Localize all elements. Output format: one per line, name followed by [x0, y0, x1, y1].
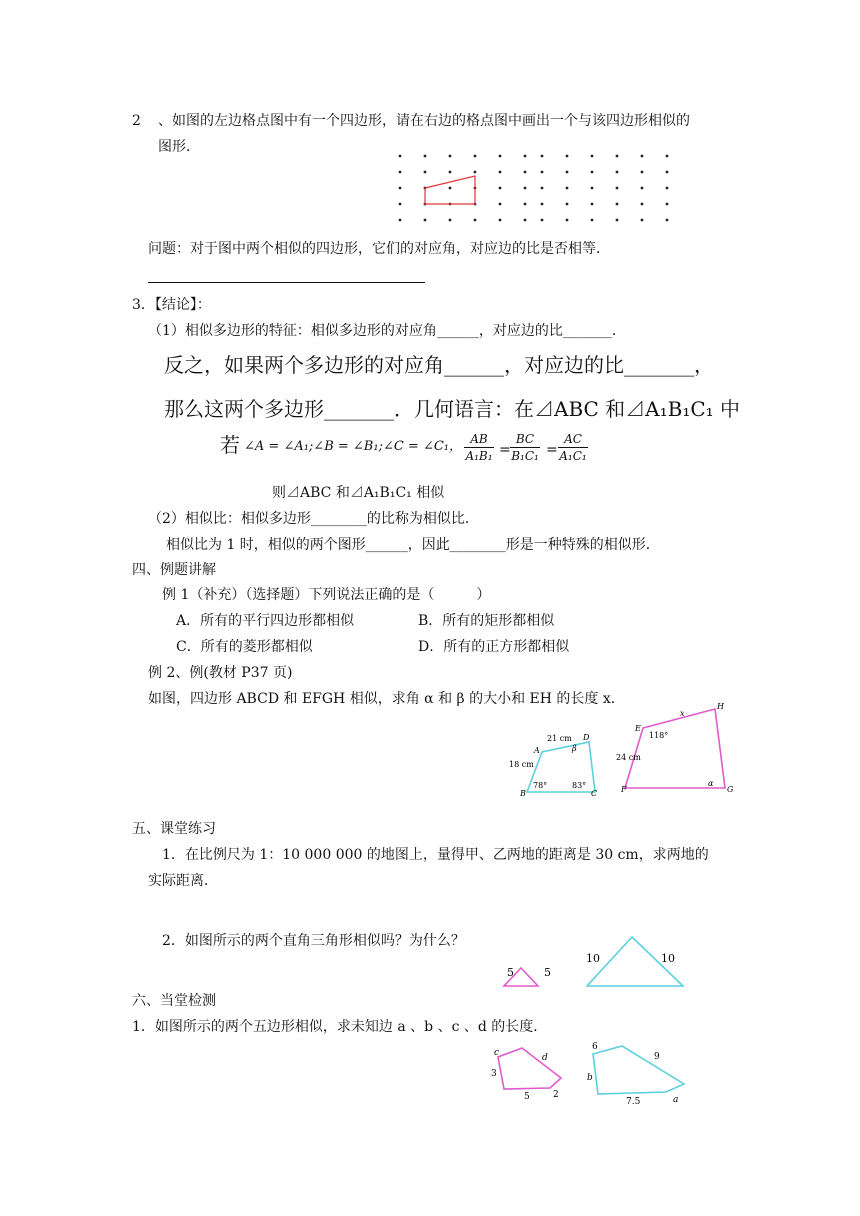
grid-dot — [591, 155, 594, 158]
grid-dot — [641, 187, 644, 190]
grid-dot — [591, 171, 594, 174]
grid-dot — [591, 187, 594, 190]
grid-dot — [641, 155, 644, 158]
equals-1: = — [499, 442, 511, 458]
grid-dot — [666, 203, 669, 206]
practice-heading: 五、课堂练习 — [132, 821, 216, 837]
pent-c: c — [494, 1048, 500, 1058]
grid-dot — [449, 219, 452, 222]
option-a: A．所有的平行四边形都相似 — [176, 613, 355, 629]
grid-dot — [524, 187, 527, 190]
grid-dot — [399, 171, 402, 174]
pent-a: a — [673, 1095, 679, 1105]
small-side-right: 5 — [544, 966, 551, 979]
example2: 例 2、例(教材 P37 页) — [148, 665, 293, 681]
grid-dot — [524, 203, 527, 206]
grid-dot — [666, 171, 669, 174]
grid-dot — [474, 155, 477, 158]
grid-dot — [524, 219, 527, 222]
label-c: C — [591, 789, 598, 798]
similar-triangles-figure — [500, 930, 700, 990]
angle-c: 83° — [572, 781, 587, 790]
grid-dot — [616, 203, 619, 206]
test-heading: 六、当堂检测 — [132, 993, 216, 1009]
conclusion-p6: （2）相似比：相似多边形________的比称为相似比． — [148, 511, 479, 527]
pent-3: 3 — [491, 1069, 497, 1079]
conclusion-p5: 则⊿ABC 和⊿A₁B₁C₁ 相似 — [272, 485, 445, 501]
pent-b: b — [587, 1073, 593, 1083]
grid-dot — [666, 187, 669, 190]
fraction-ac-num: AC — [564, 432, 582, 446]
grid-dot — [474, 171, 477, 174]
grid-dot — [541, 155, 544, 158]
len-ab: 18 cm — [509, 760, 534, 769]
grid-dot — [499, 203, 502, 206]
small-side-left: 5 — [507, 966, 514, 979]
option-d: D．所有的正方形都相似 — [418, 639, 570, 655]
grid-dot — [424, 171, 427, 174]
q2-line1: 、如图的左边格点图中有一个四边形，请在右边的格点图中画出一个与该四边形相似的 — [158, 113, 690, 129]
grid-dot — [541, 203, 544, 206]
fraction-ab-num: AB — [470, 432, 488, 446]
grid-dot — [616, 187, 619, 190]
grid-dot — [641, 219, 644, 222]
conclusion-p1: （1）相似多边形的特征：相似多边形的对应角______，对应边的比_______． — [148, 323, 626, 339]
grid-dot — [499, 219, 502, 222]
large-pentagon — [593, 1046, 684, 1094]
practice-p1a: 1．在比例尺为 1：10 000 000 的地图上，量得甲、乙两地的距离是 30 cm，求两地的 — [162, 847, 709, 863]
practice-p1b: 实际距离． — [148, 873, 218, 889]
label-a: A — [534, 746, 540, 755]
grid-dot — [566, 219, 569, 222]
label-b: B — [520, 789, 526, 798]
grid-dot — [449, 187, 452, 190]
grid-dot — [616, 155, 619, 158]
grid-dot — [541, 171, 544, 174]
option-c: C．所有的菱形都相似 — [176, 639, 313, 655]
fraction-bc-num: BC — [515, 432, 535, 446]
label-e: E — [635, 724, 641, 733]
pent-5: 5 — [524, 1092, 530, 1102]
fraction-ac — [558, 432, 588, 463]
example2-text: 如图，四边形 ABCD 和 EFGH 相似，求角 α 和 β 的大小和 EH 的长度 x． — [148, 691, 625, 707]
grid-dot — [566, 171, 569, 174]
grid-dot — [474, 219, 477, 222]
fraction-ab-den: A₁B₁ — [465, 449, 493, 463]
examples-heading: 四、例题讲解 — [132, 562, 216, 578]
red-quadrilateral — [425, 176, 475, 204]
grid-dot — [566, 155, 569, 158]
pent-6: 6 — [592, 1042, 598, 1052]
grid-dot — [541, 219, 544, 222]
label-g: G — [727, 785, 734, 794]
answer-line — [148, 282, 425, 283]
alpha: α — [708, 779, 714, 788]
label-d: D — [583, 733, 590, 742]
fraction-bc — [510, 432, 540, 463]
grid-dot — [616, 171, 619, 174]
equals-2: = — [546, 442, 558, 458]
angle-e: 118° — [649, 731, 669, 740]
similar-quadrilaterals-figure — [505, 700, 745, 800]
grid-dot — [424, 219, 427, 222]
dot-grid-figure — [390, 150, 660, 225]
grid-dot — [666, 219, 669, 222]
large-side-right: 10 — [661, 952, 675, 965]
grid-dot — [499, 187, 502, 190]
conclusion-heading: 3．【结论】： — [132, 297, 211, 313]
grid-dot — [524, 155, 527, 158]
quad-efgh — [625, 709, 725, 788]
practice-p2: 2．如图所示的两个直角三角形相似吗？为什么？ — [162, 933, 465, 949]
label-h: H — [717, 702, 724, 711]
grid-dot — [591, 219, 594, 222]
grid-dot — [449, 171, 452, 174]
grid-dot — [399, 219, 402, 222]
grid-dot — [591, 203, 594, 206]
grid-dot — [566, 187, 569, 190]
conclusion-p4-prefix: 若 — [220, 433, 240, 457]
grid-dot — [641, 171, 644, 174]
test-p1: 1．如图所示的两个五边形相似，求未知边 a 、b 、c 、d 的长度． — [132, 1019, 548, 1035]
x-length: x — [680, 709, 685, 718]
conclusion-p2: 反之，如果两个多边形的对应角______，对应边的比_______， — [164, 353, 714, 377]
grid-dot — [641, 203, 644, 206]
len-ef: 24 cm — [616, 753, 641, 762]
grid-dot — [499, 155, 502, 158]
q2-question: 问题：对于图中两个相似的四边形，它们的对应角，对应边的比是否相等． — [148, 241, 610, 257]
fraction-ab — [464, 432, 494, 463]
conclusion-p7: 相似比为 1 时，相似的两个图形______，因此________形是一种特殊的相似形． — [166, 537, 660, 553]
label-f: F — [621, 785, 627, 794]
similar-pentagons-figure — [480, 1040, 700, 1108]
angle-equalities: ∠A = ∠A₁;∠B = ∠B₁;∠C = ∠C₁， — [244, 439, 462, 454]
fraction-ac-den: A₁C₁ — [559, 449, 587, 463]
conclusion-p3: 那么这两个多边形_______．几何语言：在⊿ABC 和⊿A₁B₁C₁ 中 — [164, 397, 741, 421]
pent-75: 7.5 — [626, 1097, 641, 1107]
small-pentagon — [498, 1048, 561, 1089]
pent-2: 2 — [553, 1090, 559, 1100]
fraction-bc-den: B₁C₁ — [511, 449, 539, 463]
right-dot-grid — [541, 155, 669, 222]
beta: β — [572, 744, 577, 753]
pent-d: d — [542, 1053, 548, 1063]
grid-dot — [424, 155, 427, 158]
grid-dot — [566, 203, 569, 206]
large-side-left: 10 — [586, 952, 600, 965]
grid-dot — [449, 155, 452, 158]
q2-line2: 图形． — [158, 139, 200, 155]
grid-dot — [399, 187, 402, 190]
grid-dot — [399, 155, 402, 158]
grid-dot — [666, 155, 669, 158]
q2-number: 2 — [132, 113, 141, 129]
grid-dot — [499, 171, 502, 174]
grid-dot — [616, 219, 619, 222]
example1: 例 1（补充）（选择题）下列说法正确的是（ ） — [162, 587, 491, 603]
len-ad: 21 cm — [547, 734, 572, 743]
option-b: B．所有的矩形都相似 — [418, 613, 555, 629]
left-dot-grid — [399, 155, 527, 222]
angle-b: 78° — [533, 781, 548, 790]
grid-dot — [541, 187, 544, 190]
grid-dot — [399, 203, 402, 206]
grid-dot — [524, 171, 527, 174]
pent-9: 9 — [654, 1052, 660, 1062]
